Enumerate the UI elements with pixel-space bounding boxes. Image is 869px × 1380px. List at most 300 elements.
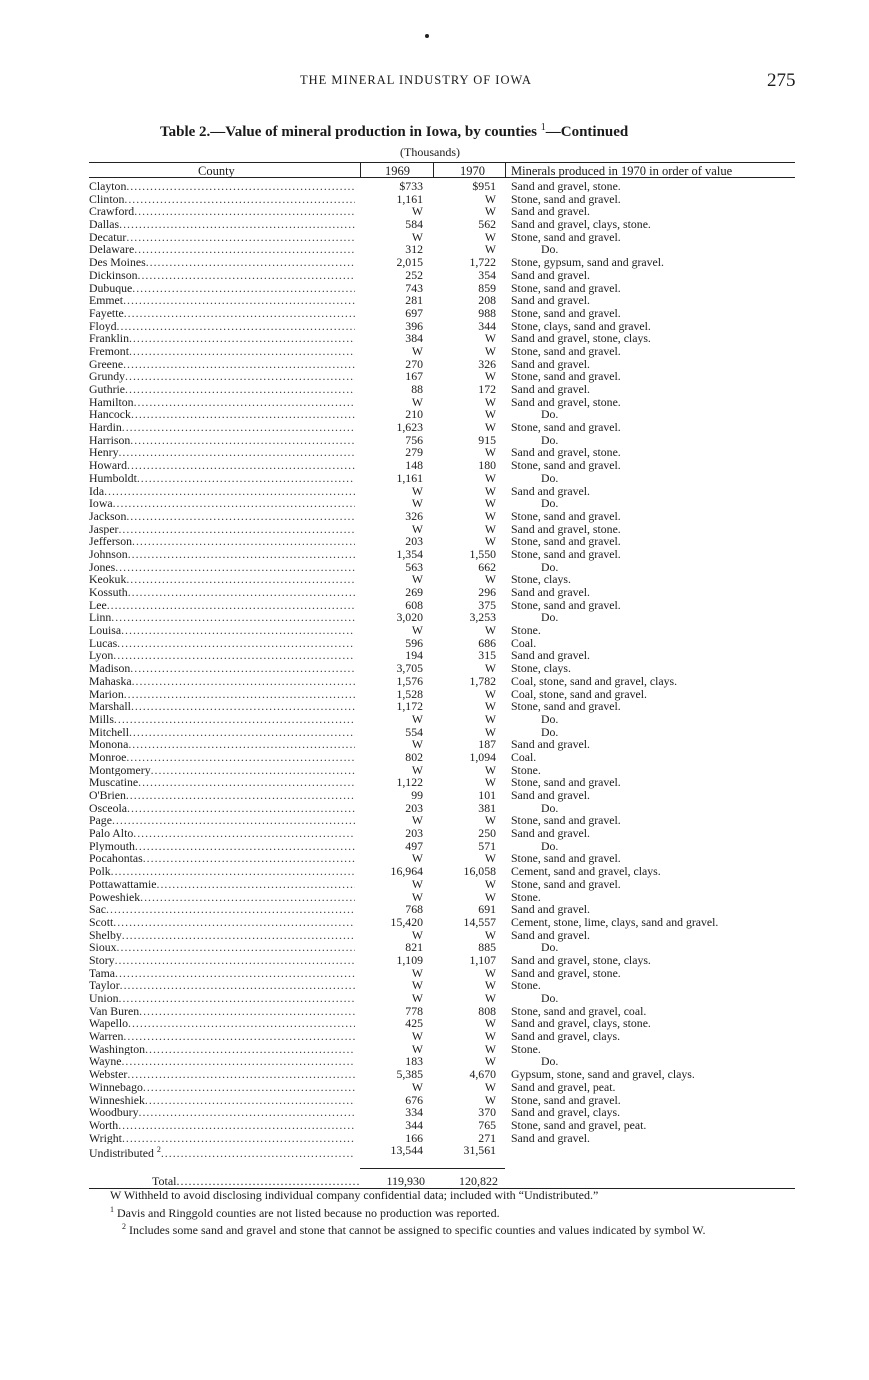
minerals-produced: Sand and gravel, clays, stone.: [511, 1016, 651, 1031]
footnotes: [98, 1189, 808, 1238]
value-1969: 88: [411, 382, 423, 396]
value-1970: W: [484, 470, 496, 485]
minerals-produced: Sand and gravel, peat.: [511, 1079, 616, 1094]
value-1969: 281: [405, 293, 423, 308]
minerals-produced: Stone, clays.: [511, 572, 571, 587]
minerals-produced: Coal, stone, sand and gravel, clays.: [511, 673, 678, 688]
value-1969: W: [411, 343, 423, 358]
minerals-produced: Stone.: [511, 1041, 541, 1056]
value-1970: W: [484, 1016, 496, 1031]
minerals-produced: Do.: [541, 470, 559, 485]
value-1970: W: [484, 1092, 496, 1107]
value-1970: W: [484, 661, 496, 676]
table-row: [0, 814, 869, 827]
table-row: [0, 878, 869, 891]
minerals-produced: Stone, sand and gravel.: [511, 699, 621, 714]
footnote-2-text: Includes some sand and gravel and stone that cannot be assigned to specific counties and values indicated by symbol W.: [129, 1223, 706, 1237]
county-name: Linn .....: [89, 611, 355, 624]
value-1970: 1,782: [469, 673, 496, 688]
table-row: [0, 726, 869, 739]
value-1969: W: [411, 965, 423, 980]
value-1970: 381: [478, 800, 496, 815]
county-name: Johnson .....: [89, 548, 355, 561]
value-1969: W: [411, 496, 423, 511]
value-1969: 334: [405, 1105, 423, 1120]
value-1969: 596: [405, 635, 423, 650]
value-1970: W: [484, 521, 496, 536]
table-row: [0, 1043, 869, 1056]
minerals-produced: Sand and gravel, stone.: [511, 521, 621, 536]
table-row: [0, 434, 869, 447]
value-1969: W: [411, 711, 423, 726]
value-1970: 354: [478, 267, 496, 282]
value-1970: 172: [478, 382, 496, 396]
county-name: Kossuth .....: [89, 586, 355, 599]
table-row: [0, 383, 869, 396]
value-1970: W: [484, 699, 496, 714]
minerals-produced: Coal, stone, sand and gravel.: [511, 686, 647, 701]
value-1969: 1,576: [396, 673, 423, 688]
minerals-produced: Do.: [541, 242, 559, 257]
table-row: [0, 738, 869, 751]
county-name: Wright .....: [89, 1132, 355, 1145]
minerals-produced: Sand and gravel.: [511, 356, 590, 371]
county-name: Plymouth .....: [89, 840, 355, 853]
minerals-produced: Stone, gypsum, sand and gravel.: [511, 255, 665, 270]
value-1970: W: [484, 572, 496, 587]
value-1970: W: [484, 508, 496, 523]
value-1970: 885: [478, 940, 496, 955]
table-row: [0, 510, 869, 523]
minerals-produced: Cement, sand and gravel, clays.: [511, 864, 661, 879]
county-name: Howard .....: [89, 459, 355, 472]
table-row: [0, 408, 869, 421]
table-row: [0, 446, 869, 459]
value-1969: 1,623: [396, 420, 423, 435]
minerals-produced: Do.: [541, 940, 559, 955]
table-row: [0, 624, 869, 637]
total-label: Total .....: [152, 1174, 360, 1188]
value-1969: 1,122: [396, 775, 423, 790]
table-row: [0, 688, 869, 701]
minerals-produced: Gypsum, stone, sand and gravel, clays.: [511, 1067, 695, 1082]
minerals-produced: Do.: [541, 610, 559, 625]
value-1970: 31,561: [463, 1143, 496, 1158]
value-1969: 1,528: [396, 686, 423, 701]
value-1969: 563: [405, 559, 423, 574]
minerals-produced: Stone.: [511, 762, 541, 777]
value-1969: 802: [405, 749, 423, 764]
county-name: Hancock .....: [89, 408, 355, 421]
minerals-produced: Stone, sand and gravel.: [511, 813, 621, 828]
minerals-produced: Sand and gravel, stone, clays.: [511, 331, 651, 346]
table-row: [0, 675, 869, 688]
value-1970: W: [484, 369, 496, 384]
table-row: [0, 903, 869, 916]
table-row: [0, 320, 869, 333]
table-row: [0, 764, 869, 777]
value-1969: 279: [405, 445, 423, 460]
value-1970: 859: [478, 280, 496, 295]
minerals-produced: Sand and gravel.: [511, 293, 590, 308]
value-1970: W: [484, 711, 496, 726]
table-row: [0, 954, 869, 967]
value-1970: W: [484, 1054, 496, 1069]
value-1969: W: [411, 521, 423, 536]
value-1970: W: [484, 889, 496, 904]
value-1969: 2,015: [396, 255, 423, 270]
value-1969: 676: [405, 1092, 423, 1107]
value-1969: 697: [405, 305, 423, 320]
minerals-produced: Stone, clays, sand and gravel.: [511, 318, 651, 333]
value-1970: W: [484, 686, 496, 701]
value-1969: 15,420: [390, 914, 423, 929]
value-1970: W: [484, 813, 496, 828]
table-row: [0, 231, 869, 244]
value-1970: 915: [478, 432, 496, 447]
table-title-text: Table 2.—Value of mineral production in Iowa, by counties: [160, 124, 537, 140]
value-1970: W: [484, 1079, 496, 1094]
county-name: Hardin .....: [89, 421, 355, 434]
county-name: Hamilton .....: [89, 396, 355, 409]
col-header-1970: 1970: [460, 164, 485, 178]
value-1970: W: [484, 991, 496, 1005]
value-1969: W: [411, 889, 423, 904]
county-name: Webster .....: [89, 1068, 355, 1081]
county-name: Osceola .....: [89, 802, 355, 815]
table-row: [0, 332, 869, 345]
value-1970: W: [484, 876, 496, 891]
table-title: [160, 122, 740, 141]
county-name: Fayette .....: [89, 307, 355, 320]
value-1970: 187: [478, 737, 496, 752]
value-1969: W: [411, 394, 423, 409]
table-row: [0, 523, 869, 536]
value-1969: 608: [405, 597, 423, 612]
value-1969: 148: [405, 458, 423, 473]
value-1969: 166: [405, 1130, 423, 1145]
footnote-2-mark: 2: [122, 1222, 126, 1231]
value-1969: 768: [405, 902, 423, 917]
value-1970: W: [484, 775, 496, 790]
minerals-produced: Do.: [541, 559, 559, 574]
total-1970: 120,822: [459, 1174, 498, 1188]
county-name: Worth .....: [89, 1119, 355, 1132]
county-name: Lyon .....: [89, 649, 355, 662]
value-1969: W: [411, 572, 423, 587]
total-row: [0, 1174, 869, 1188]
value-1970: 1,722: [469, 255, 496, 270]
value-1969: 344: [405, 1117, 423, 1132]
county-name: Keokuk .....: [89, 573, 355, 586]
minerals-produced: Sand and gravel.: [511, 1130, 590, 1145]
value-1969: 584: [405, 217, 423, 232]
value-1970: W: [484, 343, 496, 358]
county-name: Tama .....: [89, 967, 355, 980]
minerals-produced: Do.: [541, 991, 559, 1005]
table-row: [0, 396, 869, 409]
value-1969: W: [411, 762, 423, 777]
county-name: Dubuque .....: [89, 282, 355, 295]
county-name: Scott .....: [89, 916, 355, 929]
county-name: O'Brien .....: [89, 789, 355, 802]
value-1970: W: [484, 623, 496, 638]
footnote-1-text: Davis and Ringgold counties are not listed because no production was reported.: [117, 1205, 500, 1220]
county-name: Jefferson .....: [89, 535, 355, 548]
table-row: [0, 548, 869, 561]
minerals-produced: Stone, sand and gravel.: [511, 229, 621, 244]
minerals-produced: Sand and gravel.: [511, 788, 590, 802]
table-row: [0, 1055, 869, 1068]
value-1969: 778: [405, 1003, 423, 1018]
value-1969: 384: [405, 331, 423, 346]
county-name: Emmet .....: [89, 294, 355, 307]
page-number: 275: [767, 70, 796, 91]
county-name: Woodbury .....: [89, 1106, 355, 1119]
minerals-produced: Stone, sand and gravel.: [511, 305, 621, 320]
county-name: Monona .....: [89, 738, 355, 751]
value-1970: 691: [478, 902, 496, 917]
minerals-produced: Do.: [541, 1054, 559, 1069]
value-1970: W: [484, 762, 496, 777]
minerals-produced: Stone.: [511, 978, 541, 993]
value-1969: W: [411, 978, 423, 993]
value-1970: W: [484, 191, 496, 206]
value-1969: 3,705: [396, 661, 423, 676]
minerals-produced: Stone.: [511, 889, 541, 904]
minerals-produced: Stone, sand and gravel.: [511, 876, 621, 891]
minerals-produced: Sand and gravel, stone, clays.: [511, 952, 651, 967]
table-row: [0, 459, 869, 472]
value-1970: 344: [478, 318, 496, 333]
value-1969: 269: [405, 585, 423, 599]
minerals-produced: Stone, sand and gravel.: [511, 775, 621, 790]
footnote-w: W Withheld to avoid disclosing individual company confidential data; included with “Undistributed.”: [110, 1188, 599, 1202]
value-1969: 425: [405, 1016, 423, 1031]
footnote-1: [98, 1203, 808, 1221]
header-top-rule: [89, 162, 795, 163]
value-1969: 99: [411, 788, 423, 802]
table-row: [0, 256, 869, 269]
subtotal-rule: [360, 1168, 505, 1169]
table-row: [0, 941, 869, 954]
minerals-produced: Stone, sand and gravel.: [511, 343, 621, 358]
value-1970: 1,094: [469, 749, 496, 764]
value-1970: W: [484, 394, 496, 409]
value-1970: 4,670: [469, 1067, 496, 1082]
value-1969: W: [411, 623, 423, 638]
table-row: [0, 421, 869, 434]
value-1970: W: [484, 483, 496, 498]
value-1969: 326: [405, 508, 423, 523]
value-1970: W: [484, 420, 496, 435]
value-1970: 16,058: [463, 864, 496, 879]
minerals-produced: Stone, sand and gravel, coal.: [511, 1003, 647, 1018]
minerals-produced: Sand and gravel, stone.: [511, 965, 621, 980]
table-row: [0, 840, 869, 853]
table-row: [0, 1081, 869, 1094]
table-row: [0, 218, 869, 231]
value-1969: 756: [405, 432, 423, 447]
value-1970: W: [484, 851, 496, 866]
county-name: Delaware .....: [89, 243, 355, 256]
value-1969: W: [411, 229, 423, 244]
value-1969: W: [411, 204, 423, 219]
county-name: Palo Alto .....: [89, 827, 355, 840]
table-row: [0, 599, 869, 612]
county-name: Louisa .....: [89, 624, 355, 637]
table-row: [0, 637, 869, 650]
value-1969: 13,544: [390, 1143, 423, 1158]
minerals-produced: Sand and gravel, clays, stone.: [511, 217, 651, 232]
table-row: [0, 497, 869, 510]
minerals-produced: Stone, sand and gravel.: [511, 597, 621, 612]
value-1969: W: [411, 991, 423, 1005]
county-name: Winnebago .....: [89, 1081, 355, 1094]
county-name: Harrison .....: [89, 434, 355, 447]
value-1970: 250: [478, 826, 496, 841]
table-row: [0, 1119, 869, 1132]
county-name: Dickinson .....: [89, 269, 355, 282]
value-1969: 203: [405, 800, 423, 815]
table-row: [0, 1005, 869, 1018]
value-1969: 203: [405, 826, 423, 841]
value-1970: 808: [478, 1003, 496, 1018]
value-1969: W: [411, 927, 423, 942]
value-1969: 194: [405, 648, 423, 663]
value-1969: 312: [405, 242, 423, 257]
value-1970: 315: [478, 648, 496, 663]
value-1970: $951: [472, 179, 496, 193]
table-row: [0, 269, 869, 282]
minerals-produced: Sand and gravel.: [511, 267, 590, 282]
minerals-produced: Sand and gravel, clays.: [511, 1105, 621, 1120]
value-1970: 296: [478, 585, 496, 599]
table-row: [0, 891, 869, 904]
county-name: Pocahontas .....: [89, 852, 355, 865]
value-1969: 5,385: [396, 1067, 423, 1082]
table-row: [0, 1068, 869, 1081]
minerals-produced: Sand and gravel.: [511, 204, 590, 219]
minerals-produced: Do.: [541, 711, 559, 726]
minerals-produced: Sand and gravel, stone.: [511, 179, 621, 193]
value-1970: W: [484, 204, 496, 219]
total-1969: 119,930: [386, 1174, 425, 1188]
county-name: Page .....: [89, 814, 355, 827]
value-1969: 252: [405, 267, 423, 282]
minerals-produced: Sand and gravel, stone.: [511, 445, 621, 460]
county-footnote-mark: 2: [156, 1145, 161, 1155]
county-name: Wayne .....: [89, 1055, 355, 1068]
value-1970: W: [484, 724, 496, 739]
value-1969: W: [411, 813, 423, 828]
minerals-produced: Stone, clays.: [511, 661, 571, 676]
value-1969: 270: [405, 356, 423, 371]
table-row: [0, 611, 869, 624]
county-name: Shelby .....: [89, 929, 355, 942]
table-row: [0, 370, 869, 383]
county-name: Ida .....: [89, 485, 355, 498]
table-row: [0, 865, 869, 878]
value-1970: 101: [478, 788, 496, 802]
value-1970: W: [484, 534, 496, 549]
table-row: [0, 802, 869, 815]
table-row: [0, 789, 869, 802]
county-name: Crawford .....: [89, 205, 355, 218]
value-1970: W: [484, 445, 496, 460]
table-row: [0, 827, 869, 840]
minerals-produced: Stone, sand and gravel.: [511, 534, 621, 549]
table-row: [0, 472, 869, 485]
value-1969: 396: [405, 318, 423, 333]
county-name: Guthrie .....: [89, 383, 355, 396]
table-row: [0, 573, 869, 586]
value-1970: 662: [478, 559, 496, 574]
value-1970: 988: [478, 305, 496, 320]
county-name: Des Moines .....: [89, 256, 355, 269]
county-name: Marshall .....: [89, 700, 355, 713]
county-name: Clinton .....: [89, 193, 355, 206]
table-row: [0, 1132, 869, 1145]
col-header-1969: 1969: [385, 164, 410, 178]
county-name: Franklin .....: [89, 332, 355, 345]
value-1969: 1,172: [396, 699, 423, 714]
value-1970: W: [484, 1029, 496, 1044]
col-header-minerals: Minerals produced in 1970 in order of value: [511, 164, 733, 178]
county-name: Greene .....: [89, 358, 355, 371]
table-row: [0, 294, 869, 307]
county-name: Washington .....: [89, 1043, 355, 1056]
county-name: Monroe .....: [89, 751, 355, 764]
minerals-produced: Coal.: [511, 749, 537, 764]
minerals-produced: Stone, sand and gravel, peat.: [511, 1117, 647, 1132]
table-row: [0, 1017, 869, 1030]
value-1969: 743: [405, 280, 423, 295]
header-divider-1: [360, 162, 361, 178]
header-divider-3: [505, 162, 506, 178]
value-1970: 765: [478, 1117, 496, 1132]
value-1969: 497: [405, 838, 423, 853]
minerals-produced: Sand and gravel.: [511, 927, 590, 942]
minerals-produced: Stone, sand and gravel.: [511, 851, 621, 866]
table-row: [0, 662, 869, 675]
value-1969: 1,109: [396, 952, 423, 967]
county-name: Montgomery .....: [89, 764, 355, 777]
value-1970: 686: [478, 635, 496, 650]
county-name: Poweshiek .....: [89, 891, 355, 904]
minerals-produced: Sand and gravel.: [511, 648, 590, 663]
county-name: Sioux .....: [89, 941, 355, 954]
table-row: [0, 282, 869, 295]
county-name: Undistributed $^2$ .....: [89, 1144, 355, 1160]
minerals-produced: Sand and gravel.: [511, 902, 590, 917]
table-row: [0, 649, 869, 662]
table-row: [0, 561, 869, 574]
minerals-produced: Stone, sand and gravel.: [511, 508, 621, 523]
value-1970: W: [484, 965, 496, 980]
county-name: Dallas .....: [89, 218, 355, 231]
minerals-produced: Sand and gravel.: [511, 826, 590, 841]
county-name: Mahaska .....: [89, 675, 355, 688]
minerals-produced: Do.: [541, 800, 559, 815]
header-divider-2: [433, 162, 434, 178]
county-name: Iowa .....: [89, 497, 355, 510]
table-row: [0, 1106, 869, 1119]
table-row: [0, 713, 869, 726]
county-name: Wapello .....: [89, 1017, 355, 1030]
table-row: [0, 193, 869, 206]
value-1970: 326: [478, 356, 496, 371]
